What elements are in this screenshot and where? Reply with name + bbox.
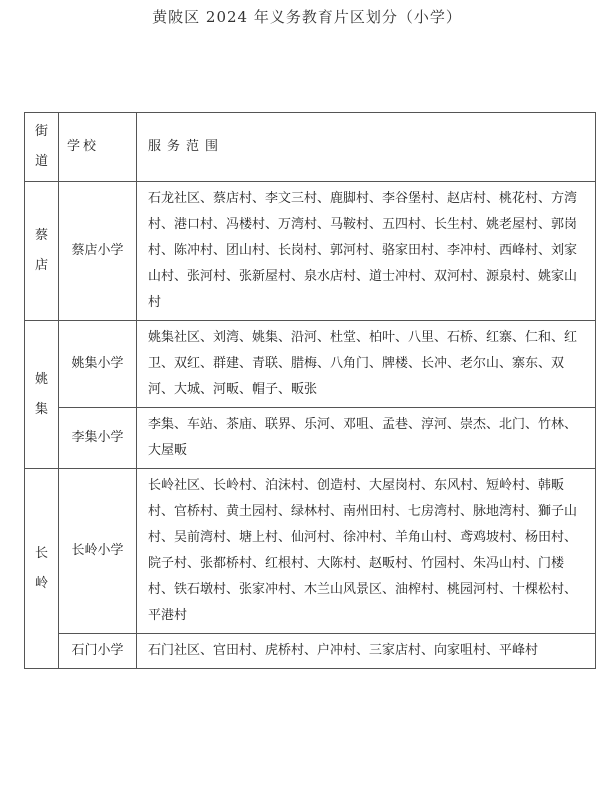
range-cell: 石门社区、官田村、虎桥村、户冲村、三家店村、向家咀村、平峰村 — [137, 634, 596, 669]
range-cell: 李集、车站、茶庙、联界、乐河、邓咀、孟巷、淳河、崇杰、北门、竹林、大屋畈 — [137, 408, 596, 469]
school-cell: 蔡店小学 — [59, 182, 137, 321]
street-cell-changling: 长岭 — [25, 469, 59, 669]
school-cell: 长岭小学 — [59, 469, 137, 634]
range-cell: 姚集社区、刘湾、姚集、沿河、杜堂、柏叶、八里、石桥、红寨、仁和、红卫、双红、群建、青联、腊梅、八角门、牌楼、长冲、老尔山、寨东、双河、大城、河畈、帽子、畈张 — [137, 321, 596, 408]
table-header-row — [25, 113, 596, 182]
table-row — [25, 182, 596, 321]
header-school: 学校 — [59, 113, 137, 182]
table-row — [25, 634, 596, 669]
district-table — [24, 112, 596, 669]
range-cell: 石龙社区、蔡店村、李文三村、鹿脚村、李谷堡村、赵店村、桃花村、方湾村、港口村、冯楼村、万湾村、马鞍村、五四村、长生村、姚老屋村、郭岗村、陈冲村、团山村、长岗村、郭河村、骆家田村、李冲村、西峰村、刘家山村、张河村、张新屋村、泉水店村、道士冲村、双河村、源泉村、姚家山村 — [137, 182, 596, 321]
table-row — [25, 408, 596, 469]
header-street: 街道 — [25, 113, 59, 182]
school-cell: 李集小学 — [59, 408, 137, 469]
table-row — [25, 321, 596, 408]
range-cell: 长岭社区、长岭村、泊沫村、创造村、大屋岗村、东风村、短岭村、韩畈村、官桥村、黄土园村、绿林村、南州田村、七房湾村、脉地湾村、獅子山村、吴前湾村、塘上村、仙河村、徐冲村、羊角山村、鸢鸡坡村、杨田村、院子村、张都桥村、红根村、大陈村、赵畈村、竹园村、朱冯山村、门楼村、铁石墩村、张家冲村、木兰山风景区、油榨村、桃园河村、十棵松村、平港村 — [137, 469, 596, 634]
street-cell-caidian: 蔡店 — [25, 182, 59, 321]
table-row — [25, 469, 596, 634]
school-cell: 石门小学 — [59, 634, 137, 669]
school-cell: 姚集小学 — [59, 321, 137, 408]
street-cell-yaoji: 姚集 — [25, 321, 59, 469]
header-range: 服务范围 — [137, 113, 596, 182]
page-title: 黄陂区 2024 年义务教育片区划分（小学） — [152, 8, 462, 26]
